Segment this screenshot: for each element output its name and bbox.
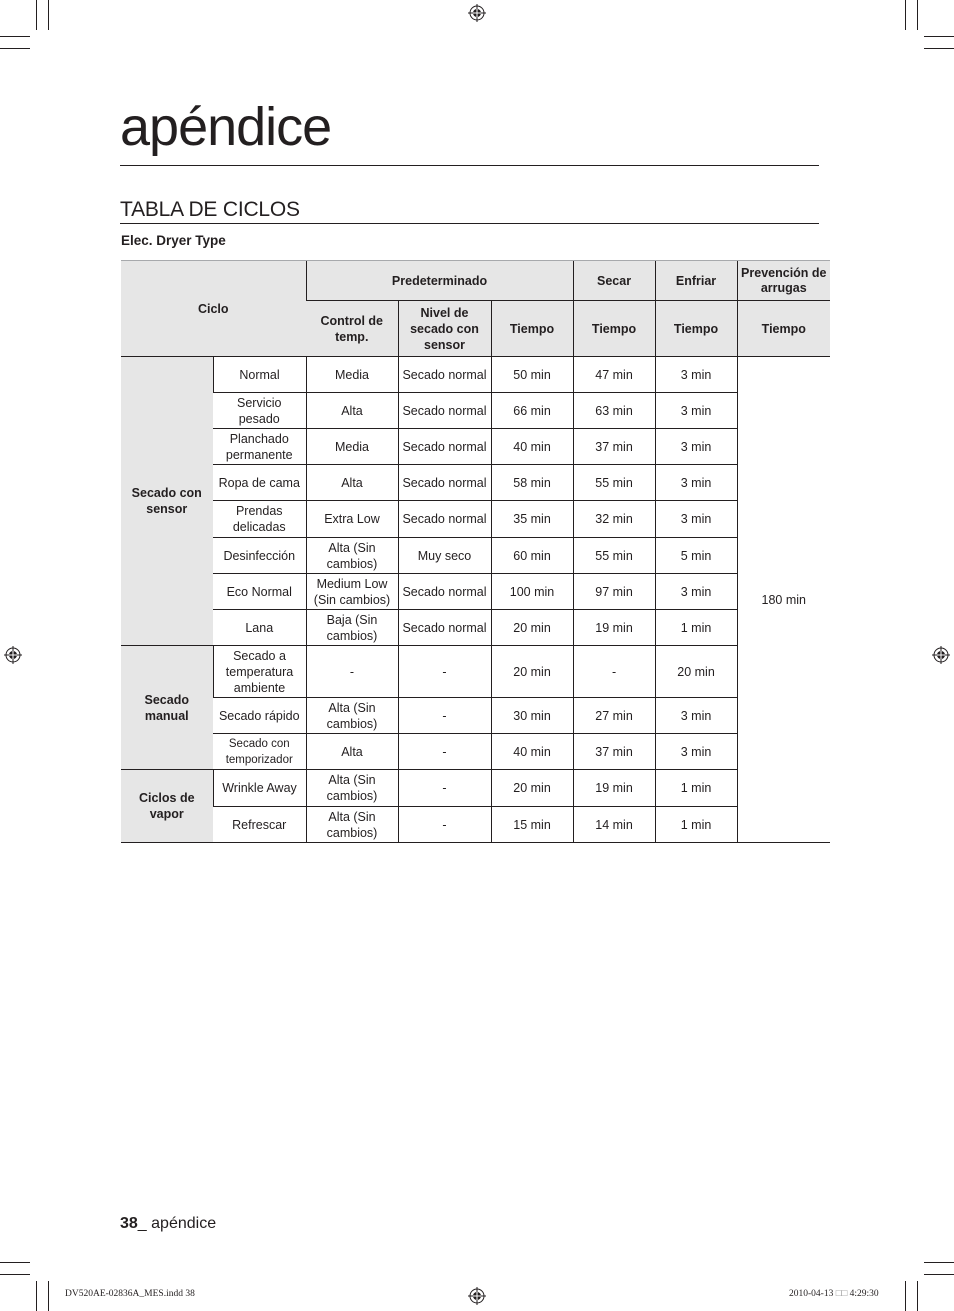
registration-mark-icon	[468, 4, 486, 22]
crop-mark	[36, 0, 37, 30]
cell-cool: 20 min	[655, 646, 737, 698]
registration-mark-icon	[932, 646, 950, 664]
crop-mark	[917, 0, 918, 30]
cell-dry: 27 min	[573, 698, 655, 734]
cell-level: Secado normal	[398, 429, 491, 465]
slug-time: 4:29:30	[849, 1289, 879, 1299]
cell-time: 20 min	[491, 646, 573, 698]
slug-marks: □□	[835, 1289, 848, 1299]
crop-mark	[924, 1274, 954, 1275]
cell-cycle: Lana	[213, 610, 306, 646]
cell-cycle: Servicio pesado	[213, 393, 306, 429]
cell-time: 30 min	[491, 698, 573, 734]
cell-time: 15 min	[491, 807, 573, 843]
cell-temp: Alta (Sin cambios)	[306, 770, 398, 807]
cell-level: -	[398, 698, 491, 734]
header-prevencion: Prevención de arrugas	[737, 261, 830, 301]
cell-cool: 3 min	[655, 393, 737, 429]
cell-cycle: Prendas delicadas	[213, 501, 306, 538]
table-row	[121, 734, 830, 770]
header-secar: Secar	[573, 261, 655, 301]
page-footer	[120, 1215, 216, 1233]
table-row	[121, 698, 830, 734]
cell-dry: 37 min	[573, 429, 655, 465]
cell-level: -	[398, 646, 491, 698]
table-row	[121, 393, 830, 429]
cell-cycle: Wrinkle Away	[213, 770, 306, 807]
cell-time: 20 min	[491, 610, 573, 646]
cell-level: -	[398, 807, 491, 843]
cell-time: 66 min	[491, 393, 573, 429]
table-row	[121, 538, 830, 574]
cell-temp: Baja (Sin cambios)	[306, 610, 398, 646]
registration-mark-icon	[4, 646, 22, 664]
cell-cycle: Ropa de cama	[213, 465, 306, 501]
section-title: apéndice	[120, 97, 332, 157]
cell-time: 50 min	[491, 357, 573, 393]
cycle-table	[121, 260, 830, 843]
table-row	[121, 646, 830, 698]
crop-mark	[0, 1262, 30, 1263]
cell-dry: 55 min	[573, 538, 655, 574]
crop-mark	[0, 1274, 30, 1275]
table-row	[121, 807, 830, 843]
cell-time: 40 min	[491, 429, 573, 465]
crop-mark	[905, 1281, 906, 1311]
cell-time: 100 min	[491, 574, 573, 610]
crop-mark	[0, 36, 30, 37]
cell-dry: 19 min	[573, 610, 655, 646]
cell-temp: Media	[306, 429, 398, 465]
cell-prevention-time: 180 min	[737, 357, 830, 843]
cell-level: Muy seco	[398, 538, 491, 574]
title-rule	[120, 165, 819, 166]
cell-cycle: Secado a temperatura ambiente	[213, 646, 306, 698]
cell-cool: 3 min	[655, 465, 737, 501]
cell-temp: Alta	[306, 465, 398, 501]
cell-temp: Alta (Sin cambios)	[306, 698, 398, 734]
header-tiempo: Tiempo	[491, 301, 573, 357]
page-subtitle: TABLA DE CICLOS	[120, 198, 300, 221]
cell-level: Secado normal	[398, 393, 491, 429]
cell-level: -	[398, 770, 491, 807]
cell-dry: 32 min	[573, 501, 655, 538]
header-tiempo: Tiempo	[655, 301, 737, 357]
cell-temp: Alta (Sin cambios)	[306, 807, 398, 843]
crop-mark	[917, 1281, 918, 1311]
cell-dry: 97 min	[573, 574, 655, 610]
group-label: Secado manual	[121, 646, 213, 770]
crop-mark	[0, 48, 30, 49]
cell-level: Secado normal	[398, 357, 491, 393]
header-predeterminado: Predeterminado	[306, 261, 573, 301]
table-row	[121, 429, 830, 465]
page-number: 38	[120, 1215, 138, 1232]
cell-cool: 5 min	[655, 538, 737, 574]
group-label: Secado con sensor	[121, 357, 213, 646]
cell-cycle: Planchado permanente	[213, 429, 306, 465]
cell-temp: Extra Low	[306, 501, 398, 538]
cell-cycle: Desinfección	[213, 538, 306, 574]
cell-dry: 55 min	[573, 465, 655, 501]
cell-level: Secado normal	[398, 574, 491, 610]
cell-dry: 19 min	[573, 770, 655, 807]
table-row	[121, 465, 830, 501]
cell-level: -	[398, 734, 491, 770]
table-row	[121, 610, 830, 646]
cell-temp: Medium Low (Sin cambios)	[306, 574, 398, 610]
cell-level: Secado normal	[398, 610, 491, 646]
header-tiempo: Tiempo	[573, 301, 655, 357]
cell-cycle: Secado con temporizador	[213, 734, 306, 770]
cell-dry: 63 min	[573, 393, 655, 429]
cell-time: 58 min	[491, 465, 573, 501]
cell-cycle: Refrescar	[213, 807, 306, 843]
header-control-temp: Control de temp.	[306, 301, 398, 357]
cell-cycle: Normal	[213, 357, 306, 393]
table-row	[121, 770, 830, 807]
cell-level: Secado normal	[398, 501, 491, 538]
header-nivel-secado: Nivel de secado con sensor	[398, 301, 491, 357]
header-tiempo: Tiempo	[737, 301, 830, 357]
cell-cool: 3 min	[655, 501, 737, 538]
cell-cool: 3 min	[655, 574, 737, 610]
cell-dry: 14 min	[573, 807, 655, 843]
crop-mark	[36, 1281, 37, 1311]
cell-time: 60 min	[491, 538, 573, 574]
cell-dry: 37 min	[573, 734, 655, 770]
slug-date	[789, 1289, 879, 1299]
cell-temp: -	[306, 646, 398, 698]
cell-time: 20 min	[491, 770, 573, 807]
cell-cool: 1 min	[655, 770, 737, 807]
cell-level: Secado normal	[398, 465, 491, 501]
cell-cool: 3 min	[655, 734, 737, 770]
slug-date-value: 2010-04-13	[789, 1289, 834, 1299]
cell-cool: 1 min	[655, 807, 737, 843]
cell-time: 35 min	[491, 501, 573, 538]
cell-temp: Media	[306, 357, 398, 393]
crop-mark	[924, 1262, 954, 1263]
cell-cool: 1 min	[655, 610, 737, 646]
cell-cool: 3 min	[655, 429, 737, 465]
table-row	[121, 501, 830, 538]
table-row	[121, 574, 830, 610]
crop-mark	[924, 48, 954, 49]
cell-dry: 47 min	[573, 357, 655, 393]
cell-cycle: Eco Normal	[213, 574, 306, 610]
header-ciclo: Ciclo	[121, 261, 306, 357]
cell-cool: 3 min	[655, 698, 737, 734]
cell-cool: 3 min	[655, 357, 737, 393]
crop-mark	[48, 1281, 49, 1311]
dryer-type-label: Elec. Dryer Type	[121, 233, 226, 248]
registration-mark-icon	[468, 1287, 486, 1305]
cell-temp: Alta	[306, 393, 398, 429]
crop-mark	[48, 0, 49, 30]
cell-temp: Alta (Sin cambios)	[306, 538, 398, 574]
cell-time: 40 min	[491, 734, 573, 770]
group-label: Ciclos de vapor	[121, 770, 213, 843]
subtitle-rule	[120, 223, 819, 224]
footer-label: _ apéndice	[137, 1215, 217, 1232]
cell-cycle: Secado rápido	[213, 698, 306, 734]
table-row	[121, 357, 830, 393]
header-enfriar: Enfriar	[655, 261, 737, 301]
crop-mark	[905, 0, 906, 30]
cell-dry: -	[573, 646, 655, 698]
crop-mark	[924, 36, 954, 37]
cell-temp: Alta	[306, 734, 398, 770]
slug-file: DV520AE-02836A_MES.indd 38	[65, 1289, 195, 1299]
